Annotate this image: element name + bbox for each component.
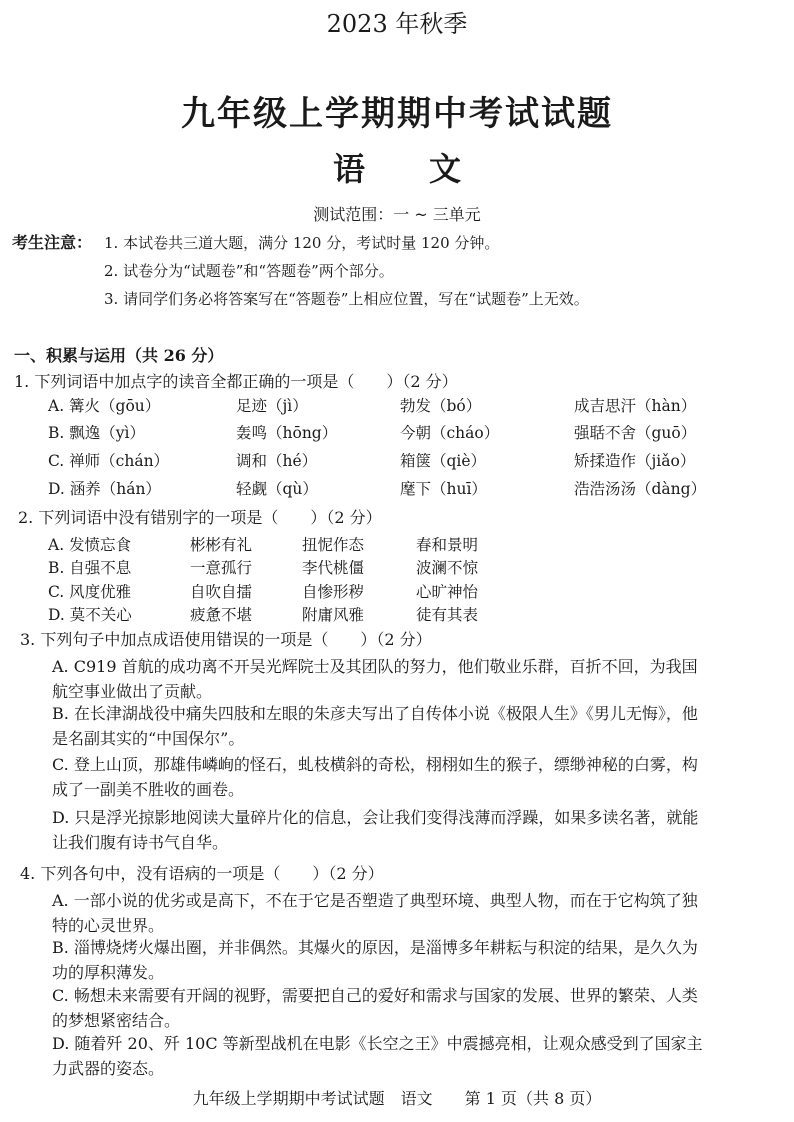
q1-option: 调和（hé） [236, 452, 318, 470]
q2-option: 自惨形秽 [302, 583, 365, 601]
q2-option: D. 莫不关心 [48, 606, 132, 624]
test-scope: 测试范围：一 ~ 三单元 [313, 205, 481, 224]
q4-option-b: B. 淄博烧烤火爆出圈，并非偶然。其爆火的原因，是淄博多年耕耘与积淀的结果，是久久为功的厚积薄发。 [52, 938, 698, 982]
q1-option: 强聒不舍（guō） [574, 424, 697, 442]
q4-option-a: A. 一部小说的优劣或是高下，不在于它是否塑造了典型环境、典型人物，而在于它构筑了独特的心灵世界。 [52, 891, 698, 935]
q2-option: B. 自强不息 [48, 559, 132, 577]
question-4-stem: 4. 下列各句中，没有语病的一项是（ ）（2 分） [20, 864, 384, 883]
q1-option: A. 篝火（gōu） [48, 397, 161, 415]
notice-item: 3. 请同学们务必将答案写在“答题卷”上相应位置，写在“试题卷”上无效。 [104, 290, 589, 308]
question-2-stem: 2. 下列词语中没有错别字的一项是（ ）（2 分） [18, 508, 382, 527]
q2-option: 扭怩作态 [302, 536, 365, 554]
q1-option: 轰鸣（hōng） [236, 424, 338, 442]
q2-option: 波澜不惊 [416, 559, 479, 577]
q3-option-a: A. C919 首航的成功离不开吴光辉院士及其团队的努力，他们敬业乐群，百折不回，为我国航空事业做出了贡献。 [52, 657, 698, 701]
q3-option-c: C. 登上山顶，那雄伟嶙峋的怪石，虬枝横斜的奇松，栩栩如生的猴子，缥缈神秘的白雾，构成了一副美不胜收的画卷。 [52, 755, 698, 799]
q2-option: 疲惫不堪 [190, 606, 253, 624]
q4-option-d: D. 随着歼 20、歼 10C 等新型战机在电影《长空之王》中震撼亮相，让观众感受到了国家主力武器的姿态。 [52, 1034, 703, 1078]
notice-item: 2. 试卷分为“试题卷”和“答题卷”两个部分。 [104, 262, 394, 280]
q3-option-d: D. 只是浮光掠影地阅读大量碎片化的信息，会让我们变得浅薄而浮躁，如果多读名著，就能让我们腹有诗书气自华。 [52, 808, 699, 852]
question-3-stem: 3. 下列句子中加点成语使用错误的一项是（ ）（2 分） [20, 630, 432, 649]
exam-season: 2023 年秋季 [326, 10, 468, 38]
q1-option: 麾下（huī） [400, 480, 487, 498]
q4-option-c: C. 畅想未来需要有开阔的视野，需要把自己的爱好和需求与国家的发展、世界的繁荣、人类的梦想紧密结合。 [52, 986, 698, 1030]
q2-option: 彬彬有礼 [190, 536, 253, 554]
q2-option: 自吹自擂 [190, 583, 253, 601]
exam-subject: 语文 [332, 150, 525, 188]
exam-title: 九年级上学期期中考试试题 [181, 94, 613, 134]
notice-item: 1. 本试卷共三道大题，满分 120 分，考试时量 120 分钟。 [104, 234, 500, 252]
q1-option: 今朝（cháo） [400, 424, 500, 442]
q1-option: 轻觑（qù） [236, 480, 318, 498]
q1-option: 成吉思汗（hàn） [574, 397, 697, 415]
q2-option: 徒有其表 [416, 606, 479, 624]
q2-option: 附庸风雅 [302, 606, 365, 624]
q1-option: B. 飘逸（yì） [48, 424, 145, 442]
q2-option: 心旷神怡 [416, 583, 479, 601]
q2-option: A. 发愤忘食 [48, 536, 132, 554]
question-1-stem: 1. 下列词语中加点字的读音全都正确的一项是（ ）（2 分） [14, 372, 458, 391]
notice-label: 考生注意： [12, 233, 93, 252]
q2-option: 李代桃僵 [302, 559, 365, 577]
q2-option: C. 风度优雅 [48, 583, 132, 601]
q1-option: 浩浩汤汤（dàng） [574, 480, 707, 498]
q1-option: 勃发（bó） [400, 397, 482, 415]
q2-option: 春和景明 [416, 536, 479, 554]
q3-option-b: B. 在长津湖战役中痛失四肢和左眼的朱彦夫写出了自传体小说《极限人生》《男儿无悔》，他是名副其实的“中国保尔”。 [52, 704, 698, 748]
q1-option: 足迹（jì） [236, 397, 308, 415]
page-footer: 九年级上学期期中考试试题 语文 第 1 页（共 8 页） [192, 1089, 602, 1108]
section-title: 一、积累与运用（共 26 分） [14, 346, 224, 365]
q2-option: 一意孤行 [190, 559, 253, 577]
q1-option: 箱箧（qiè） [400, 452, 487, 470]
q1-option: 矫揉造作（jiǎo） [574, 452, 696, 470]
q1-option: C. 禅师（chán） [48, 452, 170, 470]
q1-option: D. 涵养（hán） [48, 480, 161, 498]
